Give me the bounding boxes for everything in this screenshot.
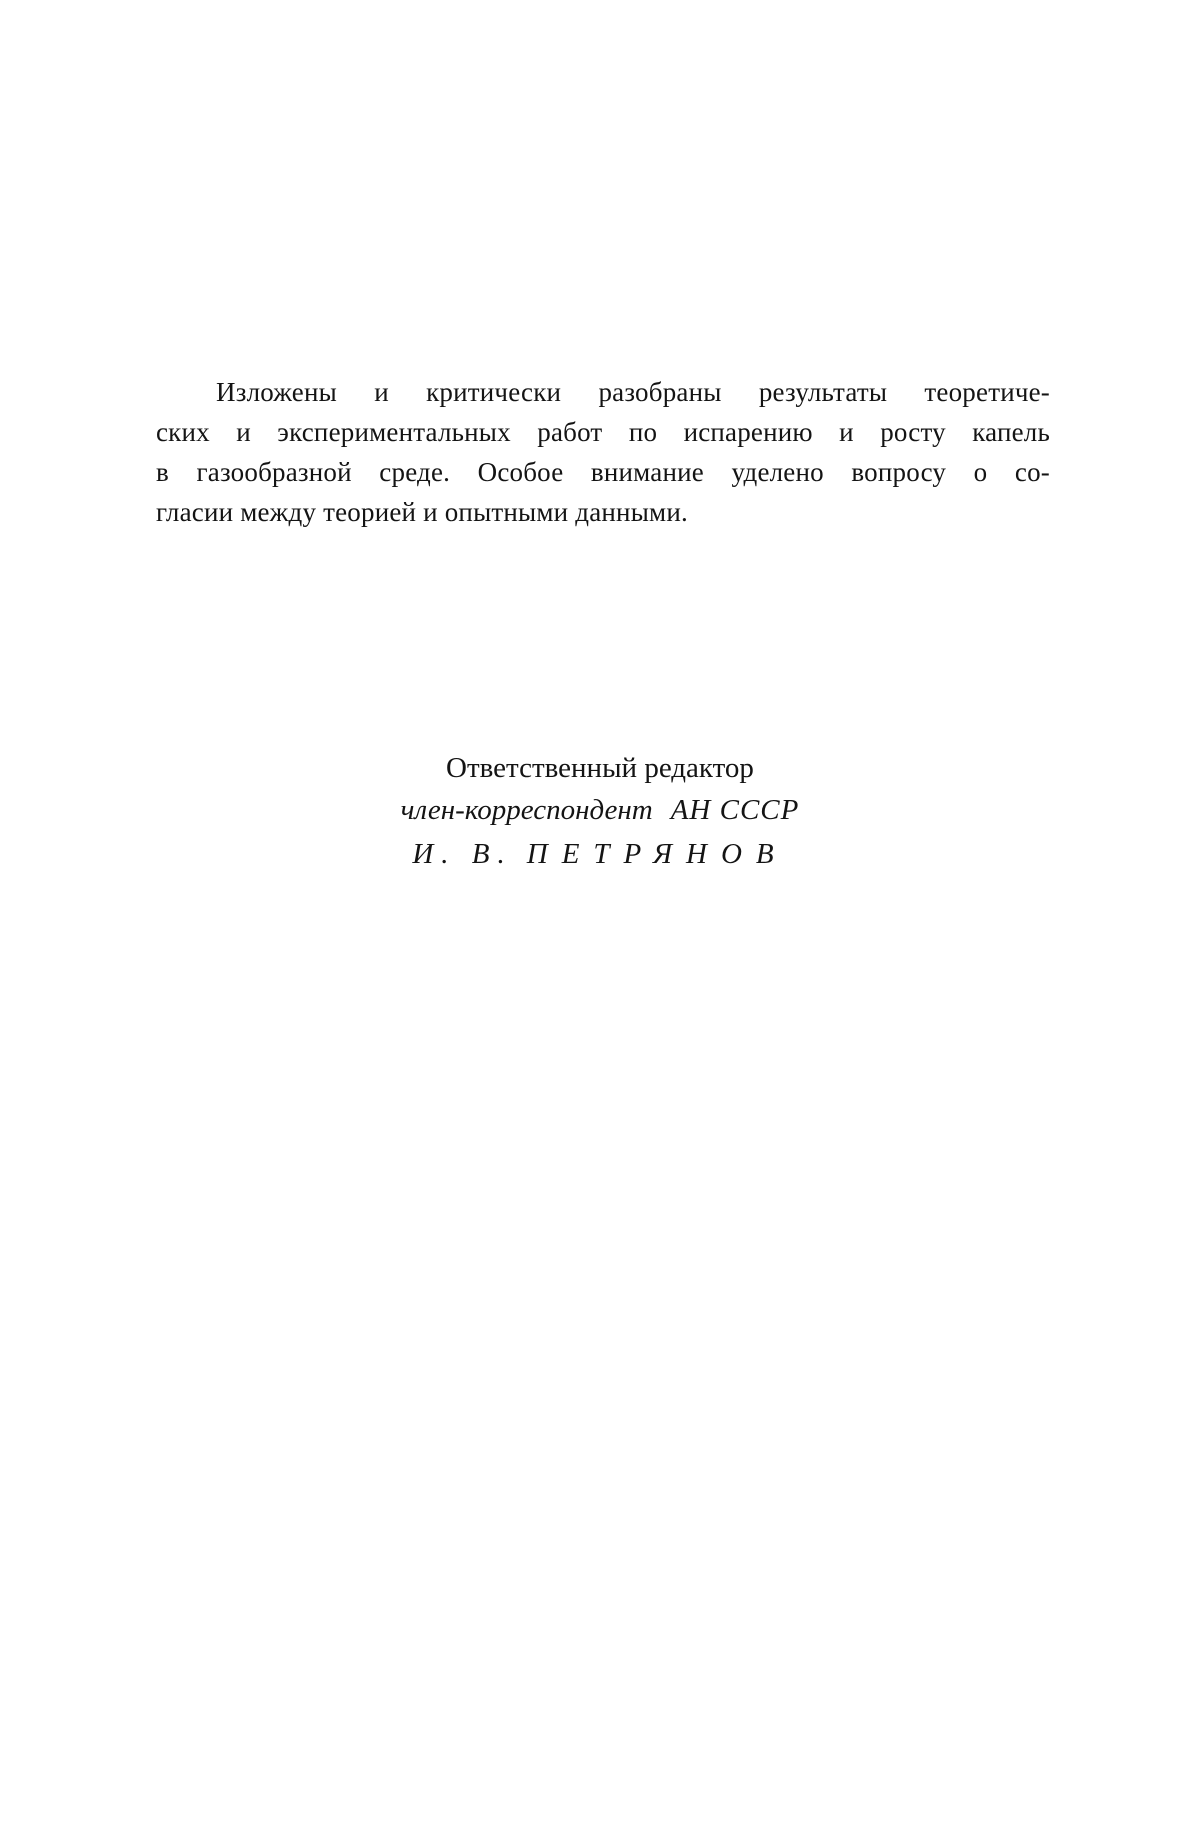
editor-rank: член-корреспондент	[400, 794, 653, 826]
abstract-line: в газообразной среде. Особое внимание уделено вопросу о со-	[156, 457, 1050, 487]
abstract-paragraph	[156, 372, 1050, 532]
editor-initials: И. В.	[412, 838, 513, 870]
editor-surname: ПЕТРЯНОВ	[526, 838, 788, 870]
editor-credit	[300, 748, 900, 878]
editor-role: Ответственный редактор	[446, 752, 754, 784]
editor-name-line	[300, 834, 900, 878]
editor-academy: АН СССР	[670, 794, 800, 826]
abstract-line: Изложены и критически разобраны результаты теоретиче-	[216, 377, 1050, 407]
editor-title-line	[300, 790, 900, 834]
abstract-line: гласии между теорией и опытными данными.	[156, 497, 688, 527]
abstract-line: ских и экспериментальных работ по испарению и росту капель	[156, 417, 1050, 447]
